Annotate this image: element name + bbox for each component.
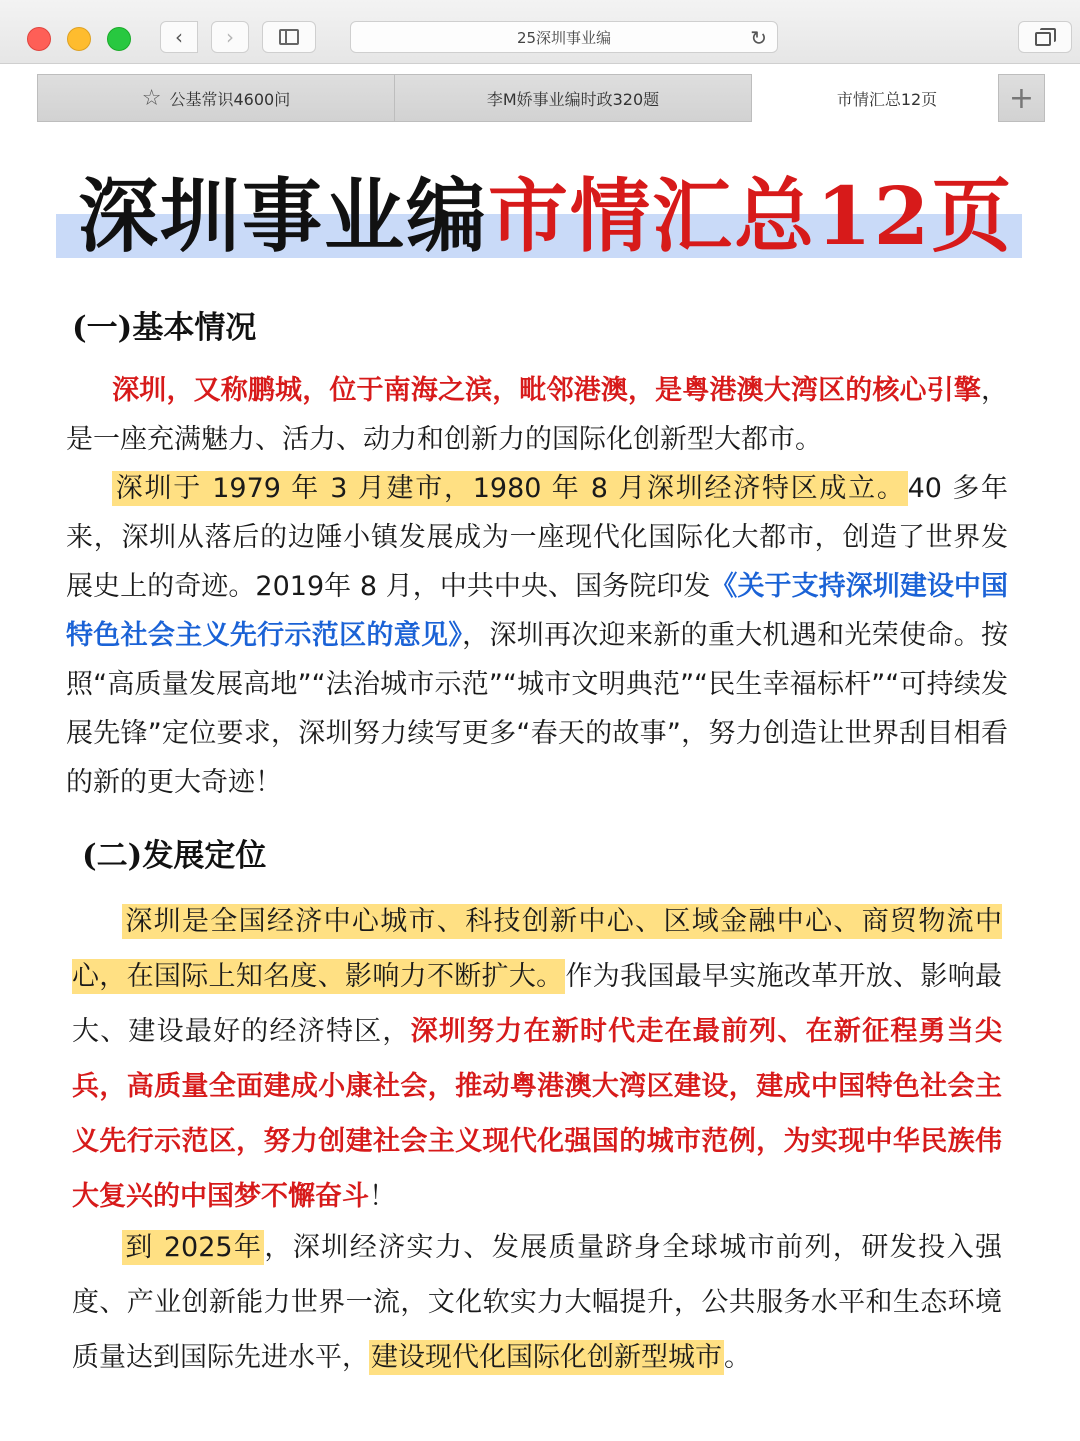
goal-text: ，深圳经济实力、发展质量跻身全球城市前列，研发投入强度、产业创新能力世界一流，文化软实力大幅提升，公共服务水平和生态环境质量达到国际先进水平，: [72, 1232, 1003, 1373]
tab-label: 市情汇总12页: [836, 89, 938, 109]
chevron-right-icon: ›: [226, 25, 234, 49]
history-text-2: ，深圳再次迎来新的重大机遇和光荣使命。按照“高质量发展高地”“法治城市示范”“城市文明典范”“民生幸福标杆”“可持续发展先锋”定位要求，深圳努力续写更多“春天的故事”，努力创造让世界刮目相看的新的更大奇迹！: [66, 620, 1009, 798]
reload-icon[interactable]: ↻: [750, 26, 767, 50]
goal-year-highlight: 到 2025年: [124, 1232, 263, 1263]
tab-overview-button[interactable]: [1018, 21, 1072, 53]
section-heading-basic: (一)基本情况: [72, 310, 257, 346]
intro-red-text: 深圳，又称鹏城，位于南海之滨，毗邻港澳，是粤港澳大湾区的核心引擎: [112, 375, 981, 406]
tab-gongji[interactable]: [37, 74, 395, 122]
title-text: [78, 169, 1014, 263]
page-title: [56, 169, 1022, 263]
paragraph-intro: [66, 366, 1008, 464]
goal-city-highlight: 建设现代化国际化创新型城市: [371, 1342, 722, 1373]
close-window-button[interactable]: [27, 27, 51, 51]
tab-shiqing-active[interactable]: [752, 74, 1022, 122]
tab-shizheng[interactable]: [394, 74, 752, 122]
window-titlebar: [0, 0, 1080, 64]
paragraph-history: [66, 464, 1008, 807]
zoom-window-button[interactable]: [107, 27, 131, 51]
section-heading-positioning: (二)发展定位: [82, 838, 267, 874]
positioning-end: ！: [369, 1181, 396, 1212]
history-text-1: 40 多年来，深圳从落后的边陲小镇发展成为一座现代化国际化大都市，创造了世界发展史上的奇迹。2019年 8 月，中共中央、国务院印发: [66, 473, 1008, 602]
sidebar-icon: [279, 29, 299, 45]
tab-label: 公基常识4600问: [169, 89, 291, 109]
positioning-text: 作为我国最早实施改革开放、影响最大、建设最好的经济特区，: [72, 961, 1003, 1047]
positioning-highlight: 深圳是全国经济中心城市、科技创新中心、区域金融中心、商贸物流中心，在国际上知名度、影响力不断扩大。: [72, 906, 1002, 992]
new-tab-button[interactable]: [998, 74, 1045, 122]
paragraph-2025-goal: [72, 1220, 1002, 1385]
tab-strip: [0, 64, 1080, 130]
address-bar[interactable]: [350, 21, 778, 53]
goal-end: 。: [724, 1342, 751, 1373]
star-icon: ☆: [141, 85, 162, 111]
positioning-red-text: 深圳努力在新时代走在最前列、在新征程勇当尖兵，高质量全面建成小康社会，推动粤港澳大湾区建设，建成中国特色社会主义先行示范区，努力创建社会主义现代化强国的城市范例，为实现中华民族伟大复兴的中国梦不懈奋斗: [72, 1016, 1002, 1212]
plus-icon: +: [1008, 80, 1035, 116]
policy-document-title: 《关于支持深圳建设中国特色社会主义先行示范区的意见》: [66, 571, 1008, 651]
paragraph-positioning: [72, 894, 1002, 1224]
back-button[interactable]: [160, 21, 198, 53]
sidebar-toggle-button[interactable]: [262, 21, 316, 53]
intro-text: ，是一座充满魅力、活力、动力和创新力的国际化创新型大都市。: [66, 375, 1008, 455]
tab-overview-icon: [1035, 32, 1051, 46]
history-highlight: 深圳于 1979 年 3 月建市，1980 年 8 月深圳经济特区成立。: [114, 473, 906, 504]
page-content: [0, 130, 1080, 1441]
minimize-window-button[interactable]: [67, 27, 91, 51]
address-title: 25深圳事业编: [516, 28, 612, 47]
title-black: 深圳事业编: [78, 169, 488, 263]
forward-button[interactable]: [211, 21, 249, 53]
chevron-left-icon: ‹: [175, 25, 183, 49]
tab-label: 李M娇事业编时政320题: [486, 89, 660, 109]
title-red: 市情汇总12页: [488, 169, 1014, 263]
